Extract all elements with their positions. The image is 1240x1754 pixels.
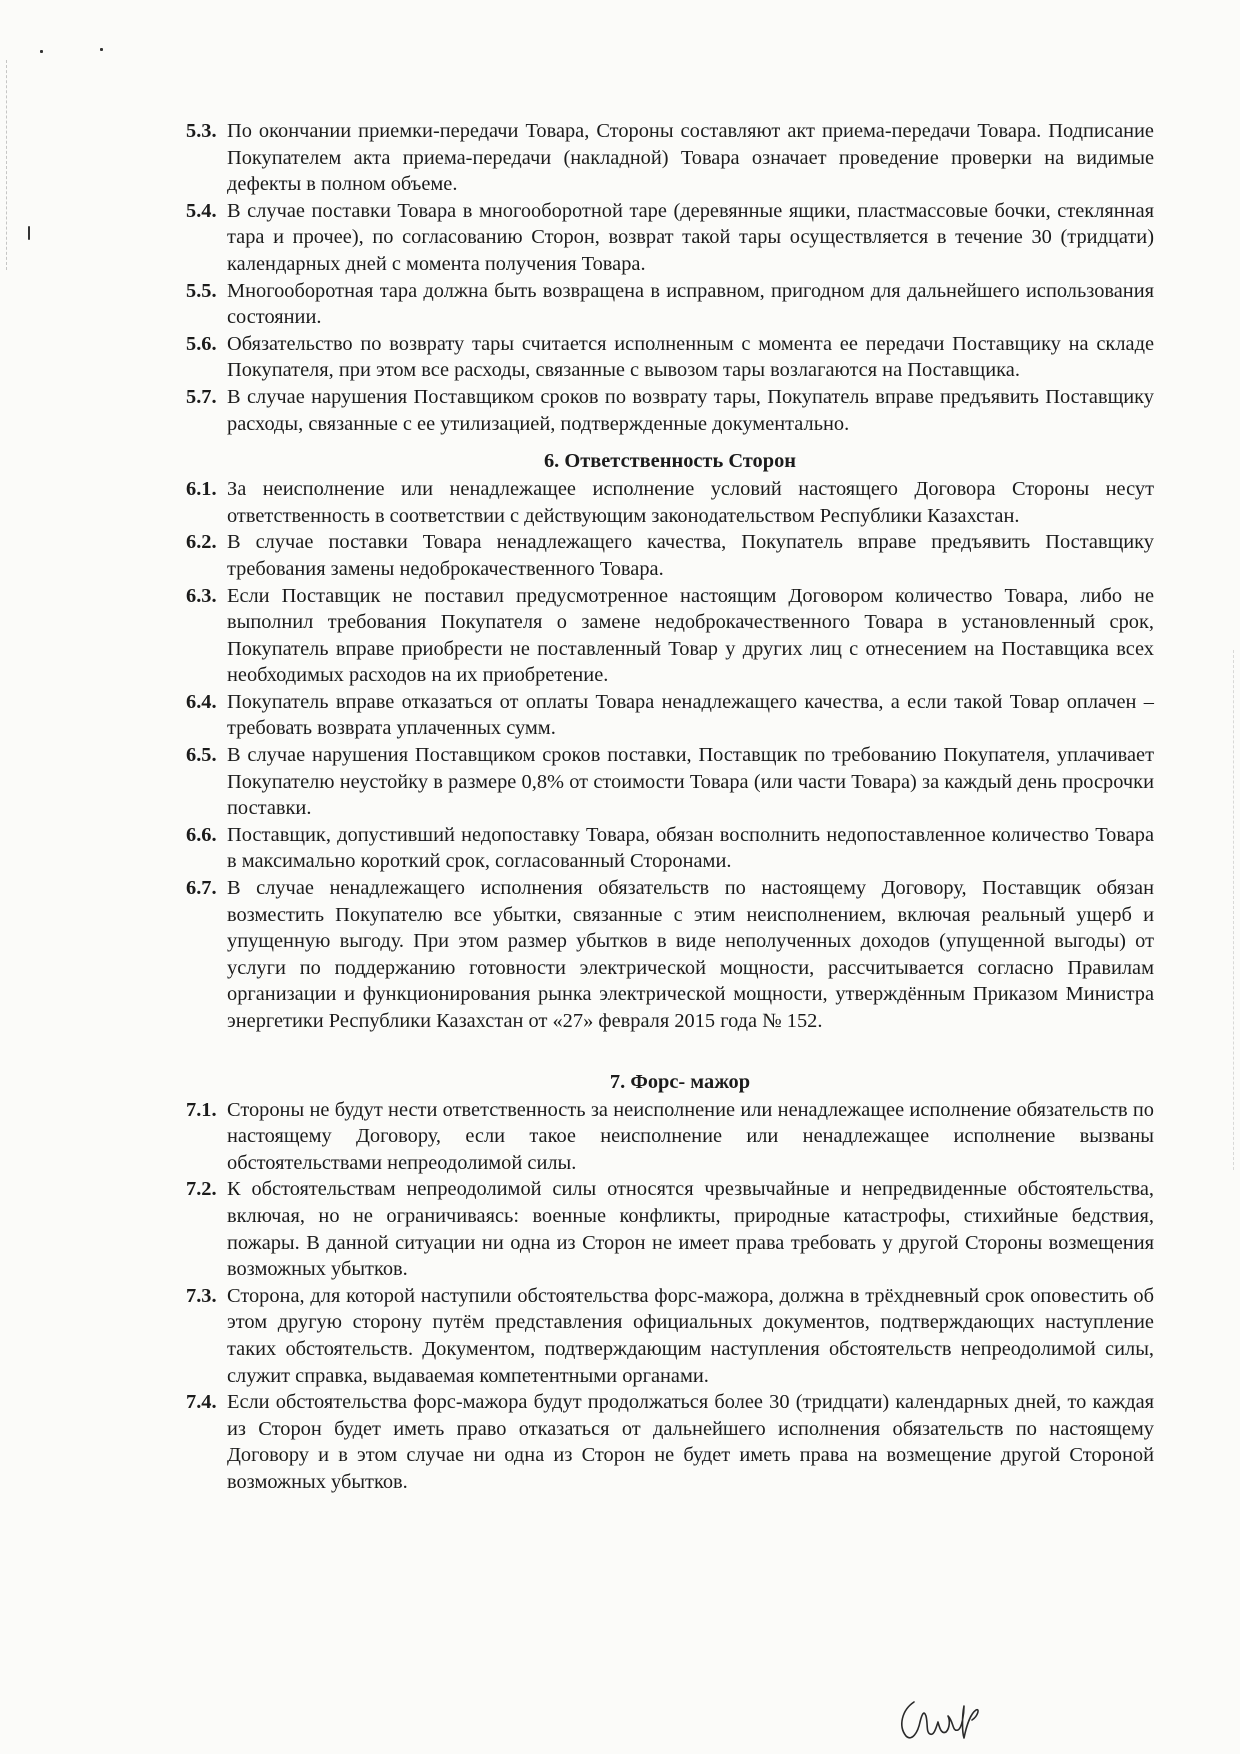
- clause-number: 7.2.: [186, 1178, 217, 1201]
- clause-text: В случае нарушения Поставщиком сроков поставки, Поставщик по требованию Покупателя, уплачивает Покупателю неустойку в размере 0,8% от стоимости Товара (или части Товара) за каждый день просрочки поставки.: [227, 744, 1154, 820]
- clause: [186, 476, 1154, 529]
- clause: [186, 1389, 1154, 1495]
- clause: [186, 118, 1154, 198]
- clause-text: В случае поставки Товара в многооборотной таре (деревянные ящики, пластмассовые бочки, стеклянная тара и прочее), по согласованию Сторон, возврат такой тары осуществляется в течение 30 (тридцати) календарных дней с момента получения Товара.: [227, 199, 1154, 275]
- clause: [186, 875, 1154, 1035]
- clause-text: Сторона, для которой наступили обстоятельства форс-мажора, должна в трёхдневный срок оповестить об этом другую сторону путём представления официальных документов, подтверждающих наступление таких обстоятельств. Документом, подтверждающим наступления обстоятельств непреодолимой силы, служит справка, выдаваемая компетентными органами.: [227, 1284, 1154, 1387]
- clause-number: 6.2.: [186, 531, 217, 554]
- clause: [186, 331, 1154, 384]
- clause-text: Если Поставщик не поставил предусмотренное настоящим Договором количество Товара, либо не выполнил требования Покупателя о замене недоброкачественного Товара в установленный срок, Покупатель вправе приобрести не поставленный Товар у других лиц с отнесением на Поставщика всех необходимых расходов на их приобретение.: [227, 584, 1154, 687]
- clause: [186, 689, 1154, 742]
- clause-number: 6.5.: [186, 744, 217, 767]
- scan-edge-mark: [6, 60, 10, 270]
- clause: [186, 278, 1154, 331]
- clause-text: Поставщик, допустивший недопоставку Товара, обязан восполнить недопоставленное количество Товара в максимально короткий срок, согласованный Сторонами.: [227, 823, 1154, 873]
- scan-speck: [28, 226, 30, 240]
- clause: [186, 1097, 1154, 1177]
- scan-edge-mark: [1231, 650, 1234, 1170]
- clause-text: Если обстоятельства форс-мажора будут продолжаться более 30 (тридцати) календарных дней, то каждая из Сторон будет иметь право отказаться от дальнейшего исполнения обязательств по настоящему Договору и в этом случае ни одна из Сторон не будет иметь права на возмещение другой Стороной возможных убытков.: [227, 1391, 1154, 1493]
- clause: [186, 822, 1154, 875]
- clause-text: Стороны не будут нести ответственность за неисполнение или ненадлежащее исполнение обязательств по настоящему Договору, если такое неисполнение или ненадлежащее исполнение вызваны обстоятельствами непреодолимой силы.: [227, 1098, 1154, 1174]
- clause: [186, 198, 1154, 278]
- clause-text: За неисполнение или ненадлежащее исполнение условий настоящего Договора Стороны несут ответственность в соответствии с действующим законодательством Республики Казахстан.: [227, 478, 1154, 527]
- clause-number: 5.4.: [186, 199, 217, 222]
- clause-text: Обязательство по возврату тары считается исполненным с момента ее передачи Поставщику на складе Покупателя, при этом все расходы, связанные с вывозом тары возлагаются на Поставщика.: [227, 332, 1154, 382]
- clause-number: 5.6.: [186, 332, 217, 355]
- scan-speck: [100, 48, 103, 51]
- clause-text: К обстоятельствам непреодолимой силы относятся чрезвычайные и непредвиденные обстоятельства, включая, но не ограничиваясь: военные конфликты, природные катастрофы, стихийные бедствия, пожары. В данной ситуации ни одна из Сторон не имеет права требовать у другой Стороны возмещения возможных убытков.: [227, 1178, 1154, 1281]
- clause-text: По окончании приемки-передачи Товара, Стороны составляют акт приема-передачи Товара. Подписание Покупателем акта приема-передачи (накладной) Товара означает проведение проверки на видимые дефекты в полном объеме.: [227, 120, 1154, 196]
- section-heading: 6. Ответственность Сторон: [543, 450, 797, 473]
- clause: [186, 384, 1154, 437]
- clause: [186, 1176, 1154, 1282]
- clause: [186, 583, 1154, 689]
- clause-number: 7.1.: [186, 1098, 217, 1121]
- clause-text: В случае нарушения Поставщиком сроков по возврату тары, Покупатель вправе предъявить Поставщику расходы, связанные с ее утилизацией, подтвержденные документально.: [227, 385, 1154, 435]
- document-body: [186, 118, 1154, 1496]
- clause-number: 5.5.: [186, 279, 217, 302]
- scan-speck: [40, 50, 43, 53]
- clause-number: 6.4.: [186, 690, 217, 713]
- clause-number: 5.7.: [186, 385, 217, 408]
- clause-text: В случае поставки Товара ненадлежащего качества, Покупатель вправе предъявить Поставщику требования замены недоброкачественного Товара.: [227, 531, 1154, 580]
- clause: [186, 742, 1154, 822]
- clause: [186, 529, 1154, 582]
- clause-number: 6.1.: [186, 478, 217, 501]
- clause-number: 6.7.: [186, 877, 217, 900]
- section-7: [186, 1069, 1154, 1496]
- clause-number: 6.3.: [186, 584, 217, 607]
- section-6: [186, 448, 1154, 1034]
- section-5-clauses: [186, 118, 1154, 437]
- signature-mark: [892, 1692, 996, 1744]
- clause-text: Многооборотная тара должна быть возвращена в исправном, пригодном для дальнейшего использования состоянии.: [227, 279, 1154, 329]
- clause-number: 5.3.: [186, 120, 217, 142]
- section-heading: 7. Форс- мажор: [609, 1070, 751, 1093]
- clause-text: Покупатель вправе отказаться от оплаты Товара ненадлежащего качества, а если такой Товар оплачен – требовать возврата уплаченных сумм.: [227, 690, 1154, 740]
- clause-number: 7.3.: [186, 1284, 217, 1307]
- clause: [186, 1283, 1154, 1389]
- clause-number: 7.4.: [186, 1391, 217, 1414]
- clause-text: В случае ненадлежащего исполнения обязательств по настоящему Договору, Поставщик обязан возместить Покупателю все убытки, связанные с этим неисполнением, включая реальный ущерб и упущенную выгоду. При этом размер убытков в виде неполученных доходов (упущенной выгоды) от услуги по поддержанию готовности электрической мощности, рассчитывается согласно Правилам организации и функционирования рынка электрической мощности, утверждённым Приказом Министра энергетики Республики Казахстан от «27» февраля 2015 года № 152.: [227, 877, 1154, 1032]
- clause-number: 6.6.: [186, 823, 217, 846]
